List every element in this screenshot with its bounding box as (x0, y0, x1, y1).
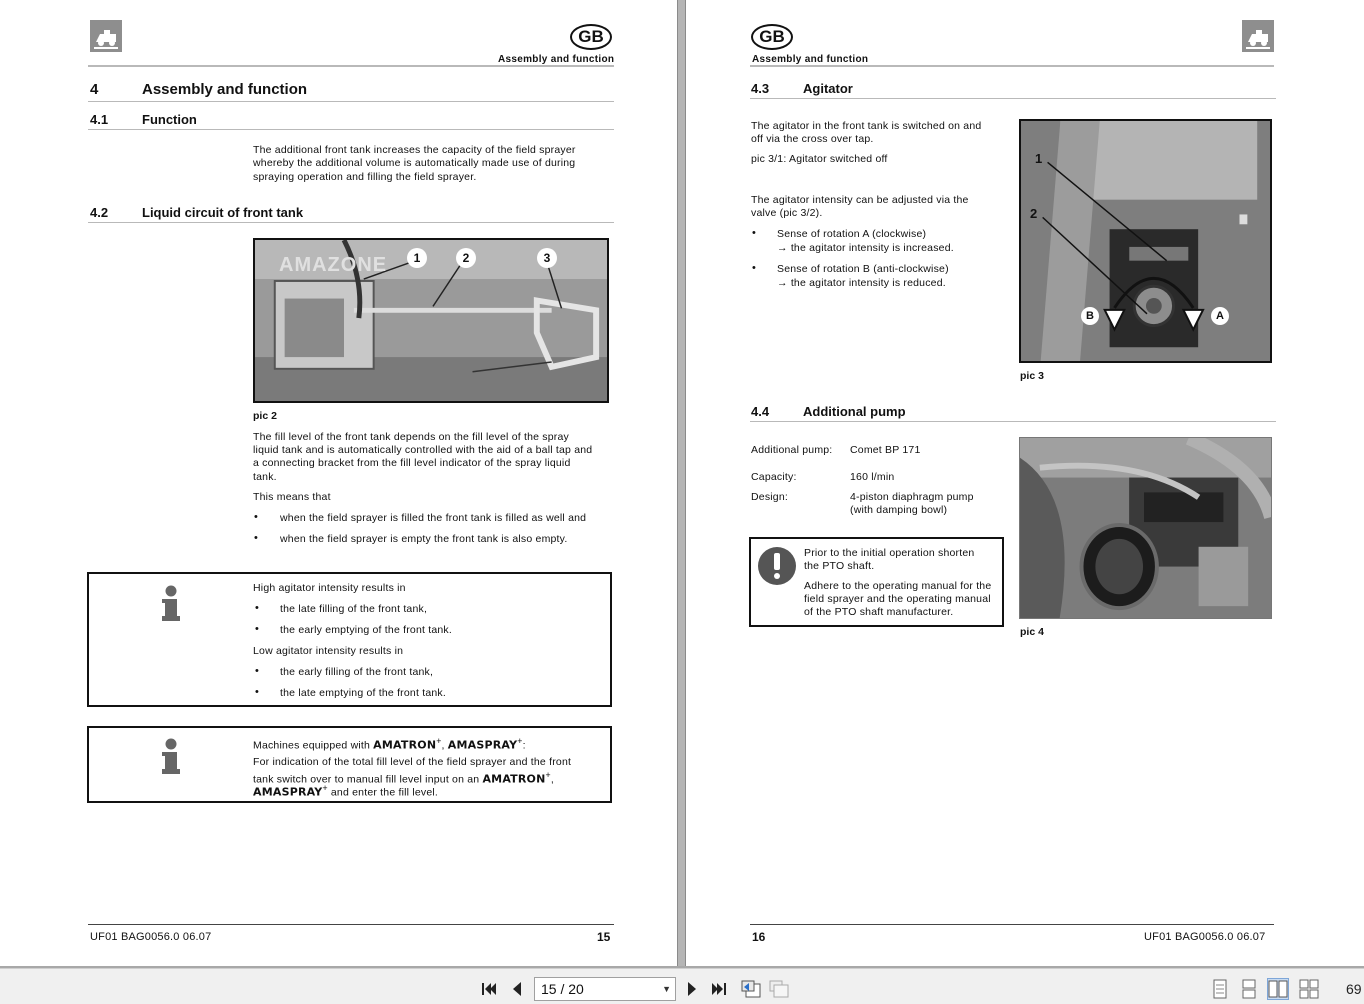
warning-line: field sprayer and the operating manual (804, 593, 991, 605)
section-rule (88, 101, 614, 102)
pic4-photo (1019, 437, 1272, 619)
pto-warning-note (749, 537, 1004, 627)
note-text: : (522, 739, 526, 752)
subsection-rule (88, 129, 614, 130)
warning-icon (758, 547, 796, 585)
plus-mark: + (436, 736, 442, 746)
pic3-callout-1: 1 (1035, 151, 1043, 166)
note-heading: Low agitator intensity results in (253, 645, 404, 657)
bullet-dot: • (255, 665, 259, 677)
continuous-facing-view-button[interactable] (1298, 978, 1320, 1000)
note-item: the late filling of the front tank, (280, 603, 428, 615)
function-text-line: whereby the additional volume is automatically made use of during (253, 157, 576, 169)
single-page-icon (1212, 979, 1228, 999)
pic3-photo (1019, 119, 1272, 363)
bullet-text: when the field sprayer is empty the front tank is also empty. (280, 533, 568, 545)
spec-value: 160 l/min (850, 471, 895, 483)
bullet-dot: • (254, 532, 258, 544)
spec-label: Capacity: (751, 471, 797, 483)
bullet-text: when the field sprayer is filled the front tank is filled as well and (280, 512, 587, 524)
rotation-label: Sense of rotation B (anti-clockwise) (777, 263, 949, 275)
previous-page-button[interactable] (506, 978, 528, 1000)
spec-value: (with damping bowl) (850, 504, 948, 516)
footer-rule (750, 924, 1274, 925)
viewer-toolbar (0, 968, 1364, 1004)
first-page-button[interactable] (478, 978, 500, 1000)
fill-text-line: liquid tank and is automatically controlled with the aid of a ball tap and (253, 444, 593, 456)
subsection-rule (88, 222, 614, 223)
pic2-callout-3: 3 (537, 248, 557, 268)
agitator-text-line: off via the cross over tap. (751, 133, 874, 145)
subsection-number: 4.2 (90, 205, 109, 220)
section-title: Assembly and function (142, 81, 308, 98)
amaspray-brand: AMASPRAY (447, 738, 518, 752)
page-gutter (677, 0, 686, 966)
note-line (253, 735, 526, 753)
zoom-level[interactable]: 69 (1346, 981, 1362, 997)
subsection-rule (750, 98, 1276, 99)
fill-text-line: tank. (253, 471, 277, 483)
footer-doc-id: UF01 BAG0056.0 06.07 (1144, 931, 1266, 943)
language-badge: GB (570, 24, 612, 50)
rotation-label: Sense of rotation A (clockwise) (777, 228, 927, 240)
pic3-callout-b: B (1081, 307, 1099, 325)
subsection-title: Additional pump (803, 404, 906, 419)
subsection-title: Function (142, 112, 197, 127)
bullet-dot: • (255, 602, 259, 614)
pic2-callout-2: 2 (456, 248, 476, 268)
spec-value: 4-piston diaphragm pump (850, 491, 974, 503)
info-icon (161, 738, 181, 778)
next-view-icon (768, 979, 790, 999)
continuous-page-icon (1241, 979, 1257, 999)
continuous-facing-icon (1299, 979, 1319, 999)
footer-page-number: 15 (597, 930, 611, 944)
amatron-info-note (87, 726, 612, 803)
agitator-info-note (87, 572, 612, 707)
header-rule (750, 65, 1274, 67)
subsection-title: Liquid circuit of front tank (142, 205, 304, 220)
note-line (253, 782, 438, 800)
amazone-logo (1242, 20, 1274, 52)
page-number-field[interactable] (534, 977, 676, 1001)
amatron-brand: AMATRON (482, 772, 546, 786)
subsection-number: 4.4 (751, 404, 770, 419)
info-icon (161, 585, 181, 625)
warning-icon-dot (774, 573, 780, 579)
bullet-dot: • (255, 623, 259, 635)
note-text: , (550, 773, 554, 786)
previous-view-icon (740, 979, 762, 999)
pic4-caption: pic 4 (1020, 626, 1044, 638)
running-head: Assembly and function (752, 54, 869, 65)
pic3-caption: pic 3 (1020, 370, 1044, 382)
note-item: the late emptying of the front tank. (280, 687, 446, 699)
section-number: 4 (90, 81, 99, 98)
chevron-down-icon[interactable]: ▼ (662, 984, 671, 994)
pic2-photo (253, 238, 609, 403)
page-16 (686, 0, 1364, 966)
plus-mark: + (517, 736, 523, 746)
this-means-text: This means that (253, 491, 331, 503)
subsection-title: Agitator (803, 81, 853, 96)
warning-line: of the PTO shaft manufacturer. (804, 606, 954, 618)
function-text-line: The additional front tank increases the capacity of the field sprayer (253, 144, 576, 156)
next-page-icon (683, 980, 701, 998)
previous-view-button[interactable] (740, 978, 762, 1000)
language-badge: GB (751, 24, 793, 50)
rotation-result: → the agitator intensity is increased. (777, 242, 954, 254)
note-text: Machines equipped with (253, 739, 374, 752)
warning-icon-bar (774, 553, 780, 570)
next-view-button[interactable] (768, 978, 790, 1000)
amatron-brand: AMATRON (373, 738, 437, 752)
note-heading: High agitator intensity results in (253, 582, 406, 594)
bullet-dot: • (254, 511, 258, 523)
continuous-view-button[interactable] (1238, 978, 1260, 1000)
subsection-number: 4.1 (90, 112, 109, 127)
pic2-callout-1: 1 (407, 248, 427, 268)
footer-page-number: 16 (752, 930, 766, 944)
pic2-caption: pic 2 (253, 410, 277, 422)
subsection-number: 4.3 (751, 81, 770, 96)
facing-view-button[interactable] (1267, 978, 1289, 1000)
note-item: the early filling of the front tank, (280, 666, 434, 678)
fill-text-line: The fill level of the front tank depends on the fill level of the spray (253, 431, 569, 443)
footer-doc-id: UF01 BAG0056.0 06.07 (90, 931, 212, 943)
spec-value: Comet BP 171 (850, 444, 921, 456)
function-text-line: spraying operation and filling the field sprayer. (253, 171, 477, 183)
pic31-text: pic 3/1: Agitator switched off (751, 153, 888, 165)
page-indicator: 15 / 20 (541, 981, 584, 997)
first-page-icon (480, 980, 498, 998)
pic2-brand-text: AMAZONE (279, 254, 388, 276)
subsection-rule (750, 421, 1276, 422)
plus-mark: + (322, 783, 328, 793)
amaspray-brand: AMASPRAY (253, 785, 323, 799)
agitator-text-line: The agitator in the front tank is switched on and (751, 120, 982, 132)
single-page-view-button[interactable] (1209, 978, 1231, 1000)
rotation-result: → the agitator intensity is reduced. (777, 277, 946, 289)
intensity-text-line: The agitator intensity can be adjusted via the (751, 194, 969, 206)
bullet-dot: • (752, 262, 756, 274)
warning-line: Prior to the initial operation shorten (804, 547, 975, 559)
running-head: Assembly and function (498, 54, 615, 65)
facing-pages-icon (1268, 980, 1288, 998)
warning-line: the PTO shaft. (804, 560, 875, 572)
spec-label: Design: (751, 491, 789, 503)
amazone-logo (90, 20, 122, 52)
spec-label: Additional pump: (751, 444, 833, 456)
note-text: tank switch over to manual fill level input on an (253, 773, 483, 786)
last-page-icon (710, 980, 728, 998)
page-15 (0, 0, 677, 966)
pic3-callout-2: 2 (1030, 206, 1038, 221)
header-rule (88, 65, 614, 67)
note-text: and enter the fill level. (327, 786, 439, 799)
intensity-text-line: valve (pic 3/2). (751, 207, 823, 219)
bullet-dot: • (255, 686, 259, 698)
plus-mark: + (545, 770, 551, 780)
note-line: For indication of the total fill level of the field sprayer and the front (253, 756, 572, 768)
note-item: the early emptying of the front tank. (280, 624, 452, 636)
pic3-callout-a: A (1211, 307, 1229, 325)
next-page-button[interactable] (681, 978, 703, 1000)
warning-line: Adhere to the operating manual for the (804, 580, 992, 592)
note-text: , (441, 739, 448, 752)
last-page-button[interactable] (708, 978, 730, 1000)
previous-page-icon (508, 980, 526, 998)
bullet-dot: • (752, 227, 756, 239)
footer-rule (88, 924, 614, 925)
fill-text-line: a connecting bracket from the fill level indicator of the spray liquid (253, 457, 571, 469)
